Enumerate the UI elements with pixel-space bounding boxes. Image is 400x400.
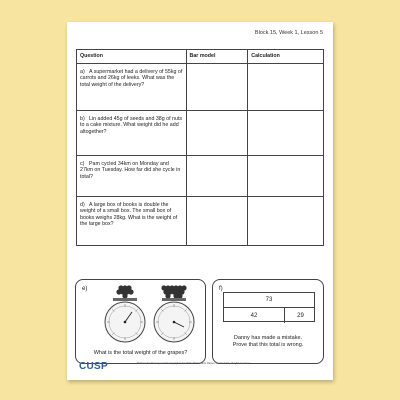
question-f-caption-line-1: Danny has made a mistake. — [233, 335, 303, 341]
question-letter: f) — [219, 286, 223, 292]
bar-model-cell[interactable] — [186, 197, 248, 246]
question-box-f — [212, 279, 324, 364]
question-letter: c) — [80, 161, 85, 167]
header-bar-model: Bar model — [186, 50, 248, 64]
question-text: Pam cycled 34km on Monday and 27km on Tuesday. How far did she cycle in total? — [80, 161, 181, 180]
cusp-logo: CUSP — [79, 361, 108, 372]
lesson-header: Block 15, Week 1, Lesson 5 — [254, 30, 323, 36]
question-table — [76, 49, 324, 246]
grapes-large-icon — [161, 285, 186, 298]
question-box-e — [75, 279, 206, 364]
right-scale-dial-icon — [154, 298, 194, 342]
bar-model-cell[interactable] — [186, 111, 248, 156]
table-row — [77, 64, 324, 111]
question-letter: a) — [80, 69, 85, 75]
question-letter: b) — [80, 116, 85, 122]
bar-model-cell[interactable] — [186, 64, 248, 111]
bar-model-total: 73 — [224, 293, 314, 308]
table-header-row — [77, 50, 324, 64]
footer-copyright: Mathematics Mastery and Ark copyright © Ark 2023. Mathematics Mastery is part of Ark, all rights reserved. — [137, 362, 251, 365]
question-letter: e) — [82, 286, 88, 292]
question-text: A large box of books is double the weight of a small box. The small box of books weighs 28kg. What is the weight of the large box? — [80, 202, 178, 227]
question-cell-c — [77, 156, 187, 197]
question-f-caption — [213, 335, 323, 349]
bar-model-part-1: 42 — [224, 308, 285, 323]
calculation-cell[interactable] — [248, 111, 324, 156]
weighing-scales-illustration — [91, 282, 206, 344]
bar-model-diagram — [223, 292, 315, 322]
question-cell-b — [77, 111, 187, 156]
header-calculation: Calculation — [248, 50, 324, 64]
calculation-cell[interactable] — [248, 197, 324, 246]
bar-model-cell[interactable] — [186, 156, 248, 197]
table-row — [77, 156, 324, 197]
question-letter: d) — [80, 202, 85, 208]
question-e-caption: What is the total weight of the grapes? — [93, 350, 188, 356]
question-f-caption-line-2: Prove that this total is wrong. — [232, 342, 304, 348]
left-scale-dial-icon — [105, 298, 145, 342]
header-question: Question — [77, 50, 187, 64]
calculation-cell[interactable] — [248, 156, 324, 197]
question-cell-a — [77, 64, 187, 111]
question-text: A supermarket had a delivery of 55kg of carrots and 26kg of leeks. What was the total weight of the delivery? — [80, 69, 183, 88]
table-row — [77, 197, 324, 246]
grapes-small-icon — [116, 285, 133, 298]
worksheet-page — [67, 22, 333, 380]
bar-model-part-2: 29 — [297, 312, 304, 319]
question-text: Lin added 45g of seeds and 38g of nuts to a cake mixture. What weight did he add altogether? — [80, 116, 183, 135]
calculation-cell[interactable] — [248, 64, 324, 111]
question-cell-d — [77, 197, 187, 246]
table-row — [77, 111, 324, 156]
